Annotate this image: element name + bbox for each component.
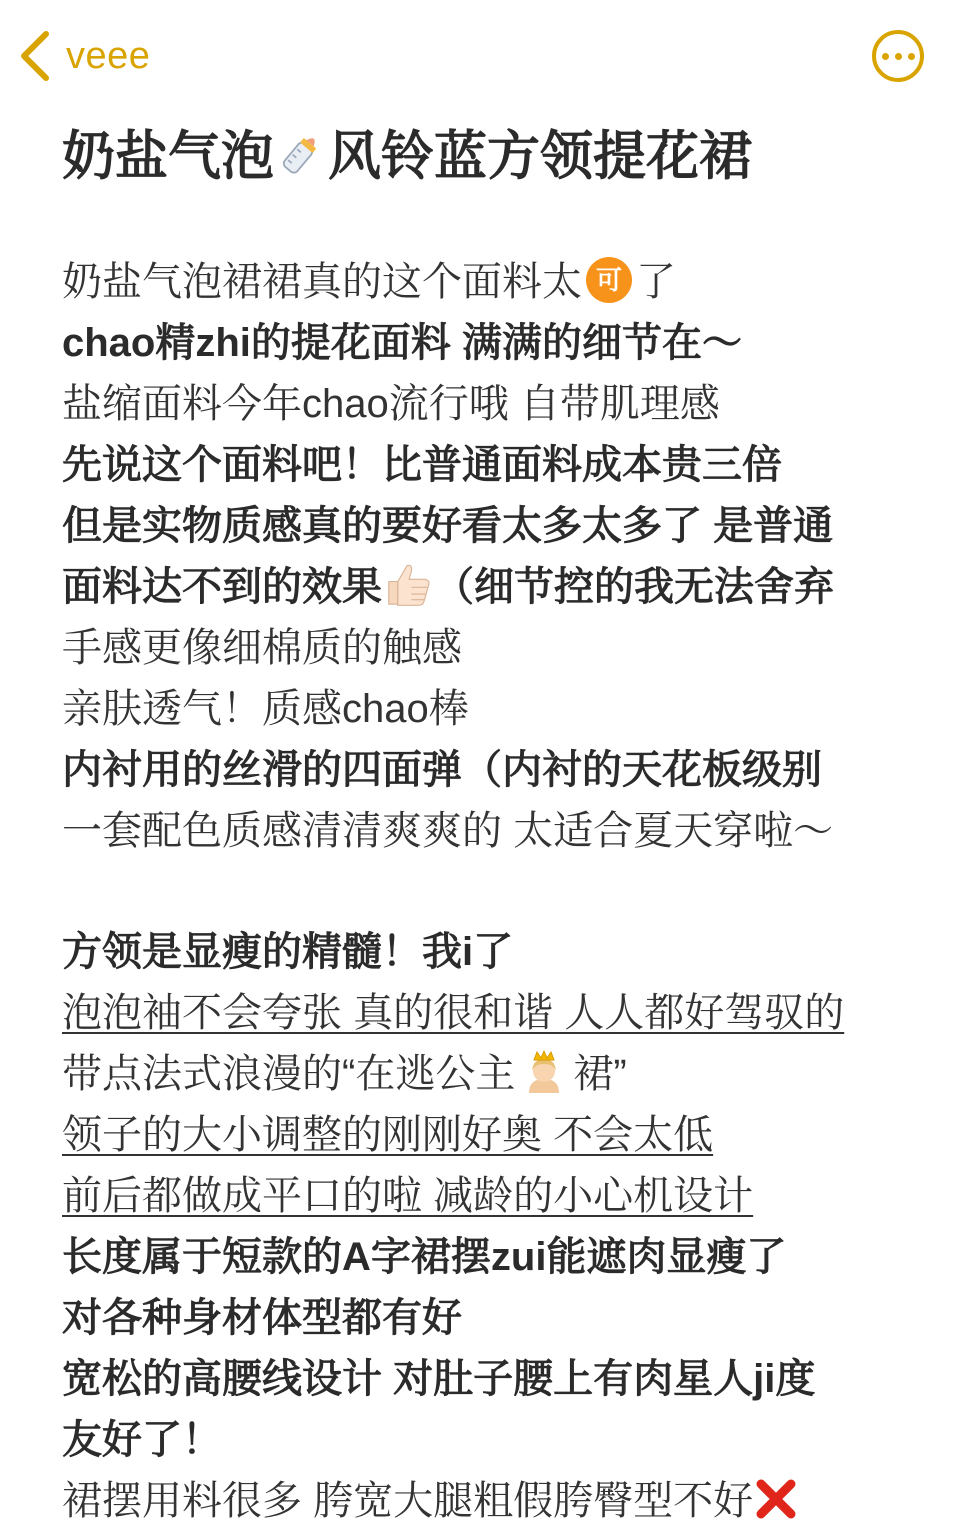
body-line: 泡泡袖不会夸张 真的很和谐 人人都好驾驭的 — [62, 991, 845, 1035]
body-line: 带点法式浪漫的“在逃公主 裙” — [62, 1044, 942, 1105]
body-line: 但是实物质感真的要好看太多太多了 是普通 — [62, 504, 834, 548]
more-icon — [882, 53, 889, 60]
body-line: 一套配色质感清清爽爽的 太适合夏天穿啦～ — [62, 809, 834, 853]
body-line: chao精zhi的提花面料 满满的细节在～ — [62, 321, 743, 365]
body-line: 奶盐气泡裙裙真的这个面料太 可 了 — [62, 252, 942, 313]
back-label: veee — [66, 34, 151, 77]
body-line: 面料达不到的效果 （细节控的我无法舍弃 — [62, 557, 942, 618]
body-line: 宽松的高腰线设计 对肚子腰上有肉星人ji度 — [62, 1357, 816, 1401]
body-line: 对各种身材体型都有好 — [62, 1296, 462, 1340]
body-line: 长度属于短款的A字裙摆zui能遮肉显瘦了 — [62, 1235, 787, 1279]
body-line: 友好了！ — [62, 1418, 222, 1462]
body-line: 手感更像细棉质的触感 — [62, 626, 462, 670]
body-line: 盐缩面料今年chao流行哦 自带肌理感 — [62, 382, 720, 426]
more-button[interactable] — [872, 30, 924, 82]
body-line: 内衬用的丝滑的四面弹（内衬的天花板级别 — [62, 748, 822, 792]
body-line: 方领是显瘦的精髓！我i了 — [62, 930, 514, 974]
thumbs-up-icon — [382, 559, 434, 611]
top-nav-bar — [0, 0, 968, 110]
cross-mark-icon — [753, 1476, 799, 1522]
princess-icon — [521, 1049, 567, 1095]
body-line: 领子的大小调整的刚刚好奥 不会太低 — [62, 1113, 714, 1157]
ke-badge-icon: 可 — [586, 257, 632, 303]
baby-bottle-icon — [274, 127, 328, 181]
post-title: 奶盐气泡 风铃蓝方领提花裙 — [62, 127, 752, 186]
back-button[interactable] — [18, 28, 150, 84]
body-line: 前后都做成平口的啦 减龄的小心机设计 — [62, 1174, 754, 1218]
body-line: 亲肤透气！质感chao棒 — [62, 687, 469, 731]
body-line: 裙摆用料很多 胯宽大腿粗假胯臀型不好 — [62, 1471, 942, 1532]
post-body — [62, 252, 942, 1532]
body-line: 先说这个面料吧！比普通面料成本贵三倍 — [62, 443, 782, 487]
chevron-left-icon — [18, 30, 52, 82]
